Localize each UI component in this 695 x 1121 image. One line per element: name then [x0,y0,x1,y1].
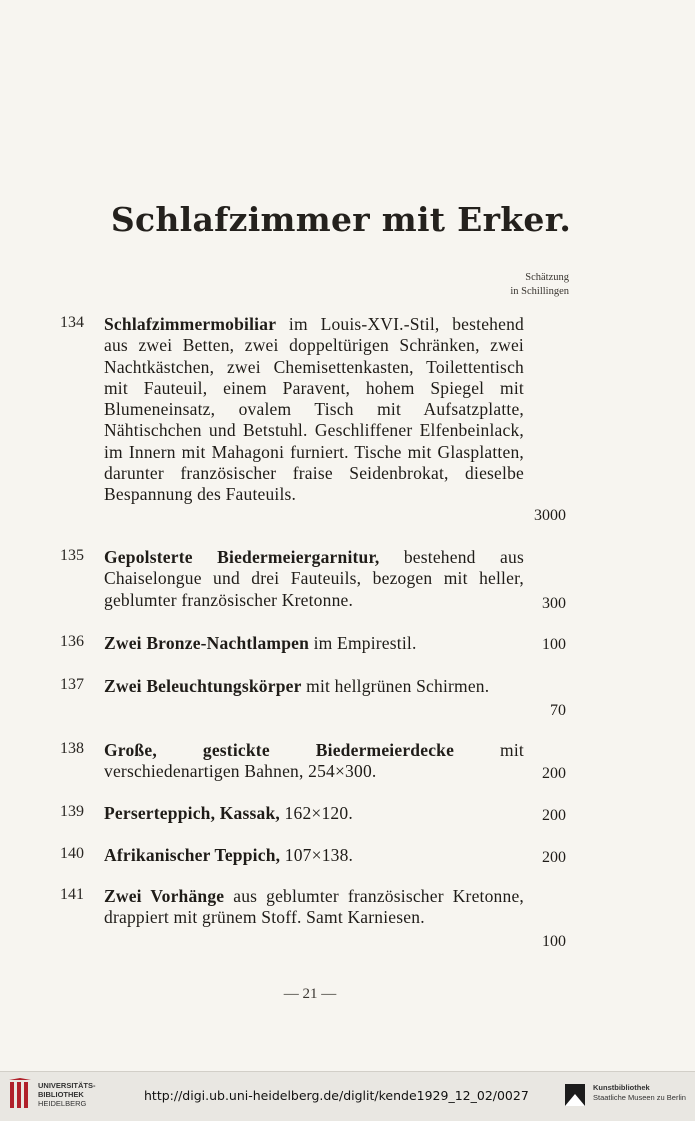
page-number: — 21 — [283,986,337,1002]
entry-description [104,886,524,929]
university-library-name [38,1081,96,1108]
partner-line2: Staatliche Museen zu Berlin [593,1093,686,1102]
kunstbibliothek-logo-icon [565,1084,585,1106]
entry-number: 139 [60,803,84,820]
entry-text: 162×120. [279,803,353,823]
entry-number: 138 [60,740,84,757]
entry-description [104,803,524,824]
entry-title: Gepolsterte Biedermeiergarnitur, [104,547,380,567]
entry-description [104,740,524,783]
partner-library-name [593,1083,686,1103]
entry-number: 135 [60,547,84,564]
entry-price: 3000 [534,507,566,524]
entry-number: 137 [60,676,84,693]
entry-price: 100 [542,933,566,950]
entry-title: Perserteppich, Kassak, [104,803,280,823]
viewer-footer [0,1071,695,1121]
university-library-logo-icon [8,1078,32,1112]
entry-title: Zwei Vorhänge [104,886,225,906]
entry-text: im Empirestil. [309,633,417,653]
entry-title: Große, gestickte Biedermeierdecke [104,740,455,760]
entry-price: 200 [542,807,566,824]
entry-title: Afrikanischer Teppich, [104,845,281,865]
entry-price: 300 [542,595,566,612]
estimate-column-header [510,271,569,299]
entry-title: Zwei Bronze-Nachtlampen [104,633,310,653]
permalink-url[interactable]: http://digi.ub.uni-heidelberg.de/diglit/kende1929_12_02/0027 [144,1088,529,1103]
entry-number: 140 [60,845,84,862]
entry-description [104,547,524,611]
entry-text: im Louis-XVI.-Stil, bestehend aus zwei Betten, zwei doppeltürigen Schränken, zwei Nachtkästchen, zwei Chemisettenkasten, Toilettentisch mit Fauteuil, einem Paravent, hohem Spiegel mit Blumeneinsatz, ovalem Tisch mit Aufsatzplatte, Nähtischchen und Betstuhl. Geschliffener Elfenbeinlack, im Innern mit Mahagoni furniert. Tische mit Glasplatten, darunter französischer fraise Seidenbrokat, dieselbe Bespannung des Fauteuils. [104,314,524,505]
entry-price: 200 [542,765,566,782]
entry-price: 70 [550,702,566,719]
entry-number: 134 [60,314,84,331]
library-line3: HEIDELBERG [38,1099,87,1108]
library-line1: UNIVERSITÄTS- [38,1081,96,1090]
entry-number: 141 [60,886,84,903]
entry-text: bestehend aus Chaiselongue und drei Fauteuils, bezogen mit heller, geblumter französischer Kretonne. [104,547,524,610]
entry-title: Schlafzimmermobiliar [104,314,277,334]
entry-price: 200 [542,849,566,866]
entry-description [104,633,524,654]
estimate-header-line1: Schätzung [525,272,569,283]
entry-price: 100 [542,636,566,653]
page-title: Schlafzimmer mit Erker. [110,200,572,239]
entry-number: 136 [60,633,84,650]
entry-title: Zwei Beleuchtungskörper [104,676,302,696]
entry-description [104,845,524,866]
entry-text: mit hellgrünen Schirmen. [301,676,490,696]
entry-text: 107×138. [280,845,354,865]
entry-description [104,314,524,506]
entry-description [104,676,524,697]
estimate-header-line2: in Schillingen [510,286,569,297]
library-line2: BIBLIOTHEK [38,1090,84,1099]
entry-text: aus geblumter französischer Kretonne, drappiert mit grünem Stoff. Samt Karniesen. [104,886,524,928]
entry-text: mit verschiedenartigen Bahnen, 254×300. [104,740,524,782]
partner-line1: Kunstbibliothek [593,1083,650,1092]
